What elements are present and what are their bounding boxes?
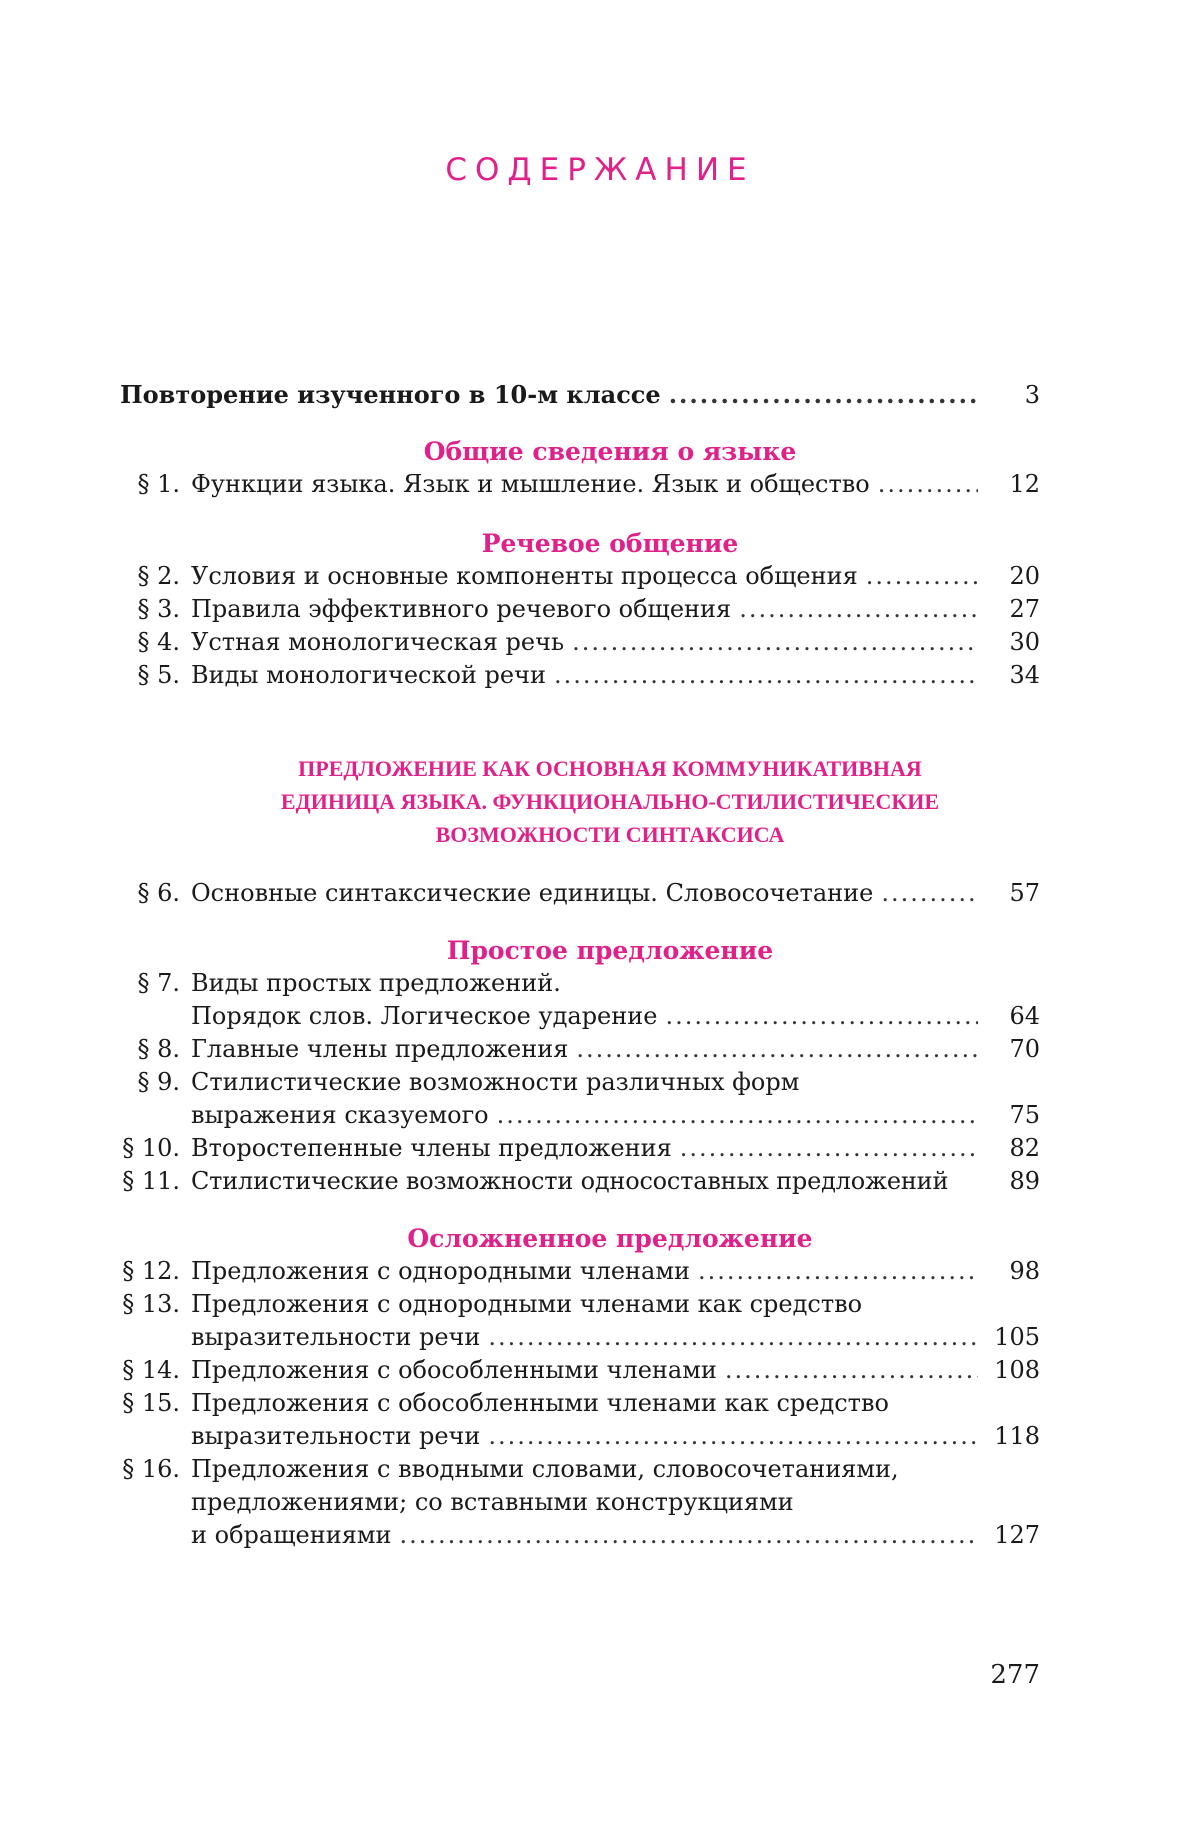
toc-entry-num: § 16. bbox=[122, 1455, 180, 1483]
toc-entry-title-wrap bbox=[191, 1132, 978, 1165]
toc-entry-page: 118 bbox=[994, 1422, 1040, 1450]
leader-dots bbox=[488, 1321, 978, 1354]
toc-entry-num: § 3. bbox=[137, 595, 180, 623]
toc-entry-page: 30 bbox=[1009, 628, 1040, 656]
section-heading: Общие сведения о языке bbox=[423, 437, 797, 466]
toc-entry-3[interactable] bbox=[120, 593, 1040, 626]
toc-entry-title-wrap bbox=[191, 1486, 978, 1519]
toc-entry-title-wrap bbox=[191, 1066, 978, 1099]
leader-dots bbox=[554, 659, 978, 692]
toc-entry-num: § 1. bbox=[137, 470, 180, 498]
toc-entry-title: Предложения с однородными членами как средство bbox=[191, 1290, 863, 1318]
part-heading-line: ЕДИНИЦА ЯЗЫКА. ФУНКЦИОНАЛЬНО-СТИЛИСТИЧЕСКИЕ bbox=[280, 789, 940, 814]
toc-entry-num: § 8. bbox=[137, 1035, 180, 1063]
toc-entry-page: 89 bbox=[1009, 1167, 1040, 1195]
toc-entry-title-wrap bbox=[120, 378, 978, 411]
toc-entry-page: 105 bbox=[994, 1323, 1040, 1351]
toc-entry-title: предложениями; со вставными конструкциями bbox=[191, 1488, 794, 1516]
leader-dots bbox=[866, 560, 978, 593]
leader-dots bbox=[400, 1519, 978, 1552]
toc-entry-title-wrap bbox=[191, 1165, 978, 1198]
toc-entry-5[interactable] bbox=[120, 659, 1040, 692]
toc-entry-title-wrap bbox=[191, 659, 978, 692]
toc-entry-title-wrap bbox=[191, 1000, 978, 1033]
toc-entry-6[interactable] bbox=[120, 877, 1040, 910]
toc-entry-title-wrap bbox=[191, 877, 978, 910]
toc-entry-title: Предложения с вводными словами, словосочетаниями, bbox=[191, 1455, 899, 1483]
toc-entry-12[interactable] bbox=[120, 1255, 1040, 1288]
leader-dots bbox=[576, 1033, 978, 1066]
toc-entry-title: и обращениями bbox=[191, 1521, 392, 1549]
part-heading-line: ВОЗМОЖНОСТИ СИНТАКСИСА bbox=[435, 822, 785, 847]
toc-entry-1[interactable] bbox=[120, 468, 1040, 501]
toc-entry-title: Порядок слов. Логическое ударение bbox=[191, 1002, 658, 1030]
leader-dots bbox=[669, 378, 978, 411]
toc-entry-page: 108 bbox=[994, 1356, 1040, 1384]
toc-entry-8[interactable] bbox=[120, 1033, 1040, 1066]
table-of-contents bbox=[120, 378, 1040, 1552]
toc-entry-title-wrap bbox=[191, 1387, 978, 1420]
toc-entry-page: 82 bbox=[1009, 1134, 1040, 1162]
toc-entry-title: Функции языка. Язык и мышление. Язык и общество bbox=[191, 470, 870, 498]
page-title: СОДЕРЖАНИЕ bbox=[445, 152, 755, 188]
toc-entry-intro[interactable] bbox=[120, 378, 1040, 411]
toc-entry-title-wrap bbox=[191, 1288, 978, 1321]
toc-entry-10[interactable] bbox=[120, 1132, 1040, 1165]
toc-entry-13[interactable] bbox=[120, 1288, 1040, 1354]
toc-entry-title-wrap bbox=[191, 1099, 978, 1132]
toc-entry-title: Главные члены предложения bbox=[191, 1035, 569, 1063]
toc-entry-title-wrap bbox=[191, 626, 978, 659]
toc-entry-page: 127 bbox=[994, 1521, 1040, 1549]
toc-entry-title: выразительности речи bbox=[191, 1323, 481, 1351]
toc-entry-title-wrap bbox=[191, 1354, 978, 1387]
toc-entry-title: выражения сказуемого bbox=[191, 1101, 489, 1129]
leader-dots bbox=[725, 1354, 978, 1387]
leader-dots bbox=[881, 877, 978, 910]
leader-dots bbox=[698, 1255, 978, 1288]
toc-entry-title-wrap bbox=[191, 967, 978, 1000]
toc-entry-page: 27 bbox=[1009, 595, 1040, 623]
toc-entry-num: § 13. bbox=[122, 1290, 180, 1318]
toc-entry-title: Основные синтаксические единицы. Словосочетание bbox=[191, 879, 874, 907]
toc-entry-num: § 10. bbox=[122, 1134, 180, 1162]
toc-entry-4[interactable] bbox=[120, 626, 1040, 659]
leader-dots bbox=[739, 593, 978, 626]
toc-entry-title: Предложения с однородными членами bbox=[191, 1257, 691, 1285]
toc-entry-title-wrap bbox=[191, 1255, 978, 1288]
toc-entry-page: 20 bbox=[1009, 562, 1040, 590]
toc-entry-9[interactable] bbox=[120, 1066, 1040, 1132]
toc-entry-page: 75 bbox=[1009, 1101, 1040, 1129]
toc-entry-title-wrap bbox=[191, 1519, 978, 1552]
leader-dots bbox=[878, 468, 978, 501]
toc-entry-title: Стилистические возможности различных форм bbox=[191, 1068, 800, 1096]
toc-entry-title-wrap bbox=[191, 1420, 978, 1453]
toc-entry-title: Устная монологическая речь bbox=[191, 628, 565, 656]
toc-entry-page: 3 bbox=[1024, 381, 1040, 409]
toc-entry-title: Предложения с обособленными членами как средство bbox=[191, 1389, 889, 1417]
leader-dots bbox=[488, 1420, 978, 1453]
leader-dots bbox=[680, 1132, 978, 1165]
toc-entry-page: 70 bbox=[1009, 1035, 1040, 1063]
section-heading: Простое предложение bbox=[446, 936, 774, 965]
toc-entry-15[interactable] bbox=[120, 1387, 1040, 1453]
toc-entry-title: Второстепенные члены предложения bbox=[191, 1134, 672, 1162]
toc-entry-title-wrap bbox=[191, 1453, 978, 1486]
toc-entry-title: Условия и основные компоненты процесса общения bbox=[191, 562, 858, 590]
toc-entry-11[interactable] bbox=[120, 1165, 1040, 1198]
toc-entry-page: 98 bbox=[1009, 1257, 1040, 1285]
toc-entry-title: Предложения с обособленными членами bbox=[191, 1356, 717, 1384]
toc-entry-num: § 14. bbox=[122, 1356, 180, 1384]
leader-dots bbox=[572, 626, 978, 659]
toc-entry-num: § 4. bbox=[137, 628, 180, 656]
toc-entry-num: § 9. bbox=[137, 1068, 180, 1096]
section-heading: Осложненное предложение bbox=[407, 1224, 813, 1253]
toc-entry-num: § 7. bbox=[137, 969, 180, 997]
toc-entry-page: 12 bbox=[1009, 470, 1040, 498]
toc-entry-title: Виды монологической речи bbox=[191, 661, 546, 689]
section-heading: Речевое общение bbox=[481, 529, 739, 558]
toc-entry-title-wrap bbox=[191, 1033, 978, 1066]
leader-dots bbox=[665, 1000, 978, 1033]
toc-entry-title: Повторение изученного в 10-м классе bbox=[120, 380, 661, 409]
toc-entry-page: 34 bbox=[1009, 661, 1040, 689]
toc-entry-title-wrap bbox=[191, 560, 978, 593]
toc-entry-title: выразительности речи bbox=[191, 1422, 481, 1450]
toc-entry-title-wrap bbox=[191, 1321, 978, 1354]
toc-entry-title-wrap bbox=[191, 593, 978, 626]
toc-entry-7[interactable] bbox=[120, 967, 1040, 1033]
toc-entry-title-wrap bbox=[191, 468, 978, 501]
toc-entry-num: § 2. bbox=[137, 562, 180, 590]
toc-entry-title: Правила эффективного речевого общения bbox=[191, 595, 732, 623]
toc-entry-num: § 6. bbox=[137, 879, 180, 907]
leader-dots bbox=[497, 1099, 978, 1132]
toc-entry-num: § 15. bbox=[122, 1389, 180, 1417]
toc-entry-num: § 12. bbox=[122, 1257, 180, 1285]
toc-entry-num: § 11. bbox=[122, 1167, 180, 1195]
toc-entry-title: Виды простых предложений. bbox=[191, 969, 561, 997]
toc-entry-14[interactable] bbox=[120, 1354, 1040, 1387]
toc-entry-2[interactable] bbox=[120, 560, 1040, 593]
toc-entry-16[interactable] bbox=[120, 1453, 1040, 1552]
page-number: 277 bbox=[990, 1660, 1040, 1690]
part-heading-line: ПРЕДЛОЖЕНИЕ КАК ОСНОВНАЯ КОММУНИКАТИВНАЯ bbox=[298, 756, 922, 781]
toc-entry-title: Стилистические возможности односоставных предложений bbox=[191, 1167, 949, 1195]
toc-entry-page: 57 bbox=[1009, 879, 1040, 907]
toc-entry-page: 64 bbox=[1009, 1002, 1040, 1030]
toc-entry-num: § 5. bbox=[137, 661, 180, 689]
